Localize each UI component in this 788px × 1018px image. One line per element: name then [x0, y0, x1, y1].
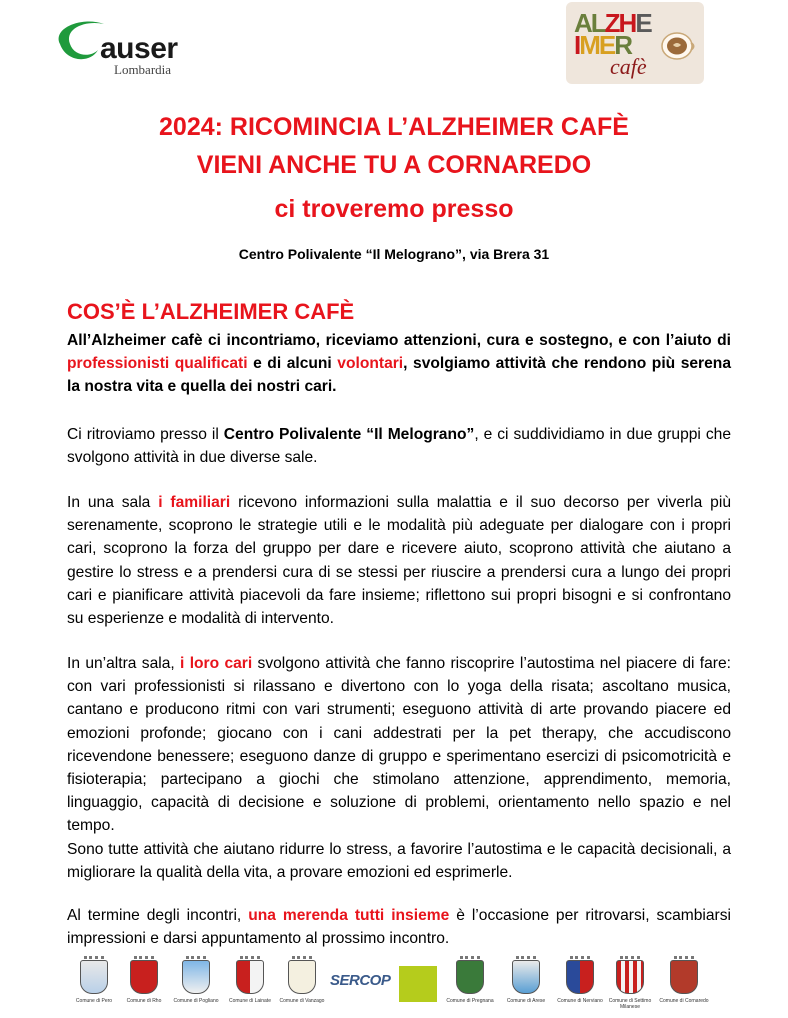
- text-run: Ci ritroviamo presso il: [67, 426, 224, 443]
- crest-vanzago: [280, 958, 324, 1014]
- alzheimer-cafe-logo: [566, 2, 704, 84]
- highlight-snack: una merenda tutti insieme: [248, 907, 450, 924]
- text-run: , svolgiamo attività che rendono più serena la nostra vita e quella dei nostri cari.: [67, 355, 731, 396]
- municipalities-footer: [72, 958, 712, 1014]
- headline-line-3: ci troveremo presso: [274, 195, 514, 223]
- crest-pogliano: [174, 958, 218, 1014]
- text-run: e di alcuni: [247, 355, 338, 373]
- crest-label: Comune di Pregnana: [446, 998, 494, 1004]
- crest-label: Comune di Pero: [75, 998, 113, 1004]
- crest-lainate: [228, 958, 272, 1014]
- auser-lombardia-logo: [52, 14, 202, 80]
- headline-line-2: VIENI ANCHE TU A CORNAREDO: [196, 151, 592, 179]
- alz-letters-1: AL: [574, 8, 605, 38]
- crest-cornaredo: [659, 958, 709, 1014]
- auser-region: Lombardia: [114, 62, 172, 77]
- residenza-logo: [399, 966, 437, 1002]
- coffee-cup-icon: [660, 30, 696, 62]
- location-address: Centro Polivalente “Il Melograno”, via Brera 31: [238, 246, 550, 262]
- loved-ones-paragraph: [67, 652, 731, 884]
- snack-paragraph: [67, 904, 731, 950]
- crest-label: Comune di Rho: [126, 998, 162, 1004]
- venue-name: Centro Polivalente “Il Melograno”: [223, 426, 475, 443]
- crest-label: Comune di Arese: [506, 998, 546, 1004]
- family-paragraph: [67, 491, 731, 630]
- crest-label: Comune di Settimo Milanese: [608, 998, 652, 1010]
- highlight-family: i familiari: [158, 494, 231, 511]
- crest-settimo-milanese: [608, 958, 652, 1014]
- alz-letters-3: E: [635, 8, 651, 38]
- alz-cafe-script: cafè: [610, 54, 647, 79]
- auser-wordmark: auser: [100, 32, 178, 65]
- crest-pregnana: [448, 958, 492, 1014]
- text-run: Al termine degli incontri,: [67, 907, 249, 924]
- location-paragraph: [67, 423, 731, 469]
- crest-arese: [504, 958, 548, 1014]
- headline-line-1: 2024: RICOMINCIA L’ALZHEIMER CAFÈ: [159, 113, 629, 141]
- highlight-professionals: professionisti qualificati: [67, 355, 248, 373]
- text-run: , e ci suddividiamo in due gruppi che svolgono attività in due diverse sale.: [67, 426, 731, 467]
- text-run: In una sala: [67, 494, 159, 511]
- highlight-loved-ones: i loro cari: [180, 655, 253, 672]
- alz-letters-4: I: [574, 30, 580, 60]
- text-run: ricevono informazioni sulla malattia e il suo decorso per viverla più serenamente, scoprono le strategie utili e le modalità più adeguate per dialogare con i propri cari, scoprono la forza del gruppo per dare e ricevere aiuto, scoprono attività che aiutano a gestire lo stress e a prendersi cura di se stessi per riuscire a prendersi cura a lungo dei propri cari e pianificare attività piacevoli da fare insieme; riflettono sui propri bisogni e si confrontano su esperienze e modalità di intervento.: [67, 494, 731, 628]
- crest-nerviano: [558, 958, 602, 1014]
- loved-ones-text: [67, 652, 731, 838]
- section-heading: COS’È L’ALZHEIMER CAFÈ: [67, 299, 355, 324]
- alz-letters-2: ZH: [604, 8, 636, 38]
- crest-label: Comune di Cornaredo: [659, 998, 709, 1004]
- crest-label: Comune di Nerviano: [557, 998, 603, 1004]
- text-run: è l’occasione per ritrovarsi, scambiarsi impressioni e darsi appuntamento al prossimo incontro.: [67, 907, 731, 948]
- crest-label: Comune di Pogliano: [173, 998, 219, 1004]
- benefits-text: Sono tutte attività che aiutano ridurre lo stress, a favorire l’autostima e le capacità decisionali, a migliorare la qualità della vita, a provare emozioni ed esprimerle.: [67, 840, 731, 881]
- sercop-logo: SERCOP: [330, 972, 391, 989]
- text-run: svolgono attività che fanno riscoprire l’autostima nel piacere di fare: con vari professionisti si rilassano e divertono con lo yoga della risata; ascoltano musica, cantano e producono ritmi con vari strumenti; eseguono attività di arte provando piacere ed emozioni profonde; giocano con i cani addestrati per la pet therapy, che accudiscono ricevendone benessere; eseguono danze di gruppo e sperimentano esercizi di psicomotricità e fisioterapia; partecipano a giochi che stimolano attenzione, apprendimento, memoria, linguaggio, capacità di decisione e soluzione di problemi, orientamento nello spazio e nel tempo.: [67, 655, 731, 835]
- alz-letters-5: ME: [579, 30, 615, 60]
- crest-rho: [122, 958, 166, 1014]
- intro-paragraph: [67, 329, 731, 399]
- crest-label: Comune di Lainate: [229, 998, 271, 1004]
- text-run: All’Alzheimer cafè ci incontriamo, riceviamo attenzioni, cura e sostegno, e con l’aiuto di: [67, 332, 731, 349]
- crest-label: Comune di Vanzago: [279, 998, 325, 1004]
- alz-letters-6: R: [614, 30, 632, 60]
- text-run: In un’altra sala,: [67, 655, 181, 672]
- crest-pero: [72, 958, 116, 1014]
- highlight-volunteers: volontari: [337, 355, 404, 373]
